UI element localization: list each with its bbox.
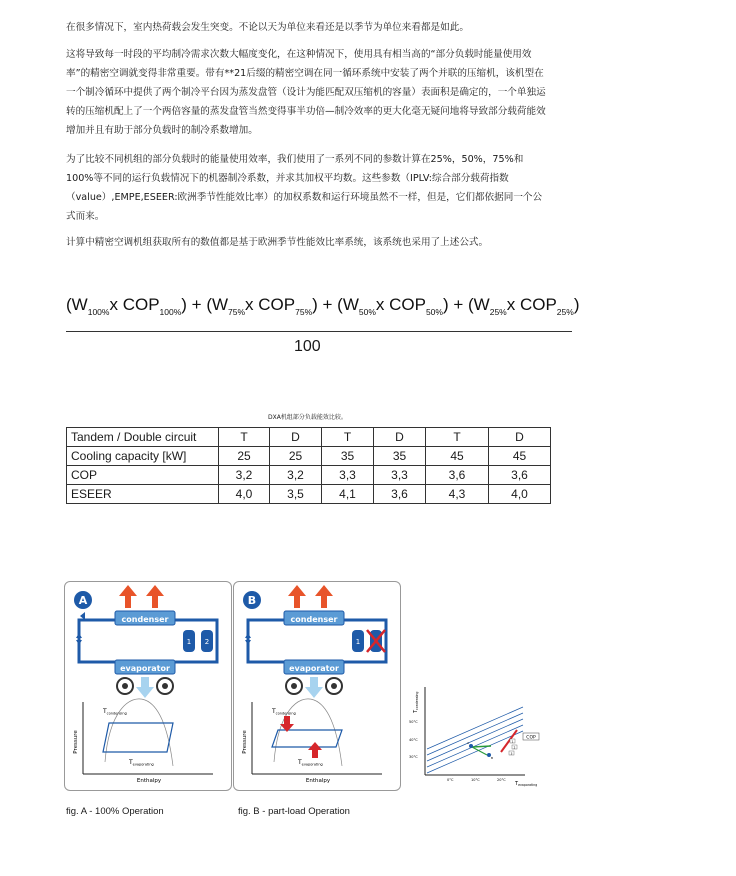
heat-arrow-icon bbox=[119, 585, 137, 608]
part-load-efficiency-table bbox=[66, 427, 551, 504]
x-tick-label: 10°C bbox=[471, 778, 480, 782]
figure-b-caption: fig. B - part-load Operation bbox=[238, 806, 350, 817]
pressure-axis-label: Pressure bbox=[73, 730, 79, 754]
t-evaporating-label: $T_{evaporating}$ bbox=[298, 759, 323, 767]
table-cell: 35 bbox=[374, 447, 426, 466]
eseer-formula-numerator: ($W_{100\%}x$ $COP_{100\%}) + (W_{75\%}x$ $COP_{75\%}) + (W_{50\%}x$ $COP_{50\%}) + (W_{25\%}x$ $COP_{25\%}$) bbox=[66, 295, 580, 317]
enthalpy-axis-label: Enthalpy bbox=[305, 778, 331, 784]
y-tick-label: 40°C bbox=[409, 738, 418, 742]
condenser-label: condenser bbox=[290, 615, 338, 624]
refrigeration-cycle bbox=[103, 723, 173, 752]
t-evaporating-label: $T_{evaporating}$ bbox=[129, 759, 154, 767]
table-cell: Cooling capacity [kW] bbox=[67, 447, 219, 466]
refrigerant-loop bbox=[248, 620, 386, 662]
table-header-cell: T bbox=[426, 428, 489, 447]
table-cell: 4,0 bbox=[489, 485, 551, 504]
table-header-row bbox=[67, 428, 551, 447]
table-cell: 35 bbox=[322, 447, 374, 466]
evaporator-label: evaporator bbox=[120, 664, 170, 673]
table-cell: 3,6 bbox=[489, 466, 551, 485]
formula-denominator: 100 bbox=[294, 338, 321, 355]
cop-line bbox=[427, 725, 523, 767]
y-axis-label: $T_{condensing}$ bbox=[413, 691, 420, 713]
table-cell: ESEER bbox=[67, 485, 219, 504]
compressor-2-label: 2 bbox=[204, 638, 210, 646]
point-label: B bbox=[491, 756, 494, 760]
cop-legend-label: COP bbox=[526, 735, 536, 741]
fraction-line bbox=[66, 331, 572, 332]
figure-a-full-load bbox=[64, 581, 232, 791]
saturation-curve bbox=[105, 699, 173, 766]
table-cell: 3,3 bbox=[374, 466, 426, 485]
table-cell: 3,2 bbox=[270, 466, 322, 485]
t-condensing-label: $T_{condensing}$ bbox=[272, 708, 296, 716]
green-transition-line bbox=[472, 746, 491, 747]
x-tick-label: 0°C bbox=[447, 778, 454, 782]
heat-arrow-icon bbox=[315, 585, 333, 608]
table-header-cell: Tandem / Double circuit bbox=[67, 428, 219, 447]
compressor-1-label: 1 bbox=[355, 638, 361, 646]
refrigeration-cycle bbox=[272, 730, 342, 747]
point-label: 2 bbox=[513, 745, 516, 750]
table-cell: 45 bbox=[426, 447, 489, 466]
y-tick-label: 30°C bbox=[409, 755, 418, 759]
paragraph-1: 在很多情况下，室内热荷载会发生突变。不论以天为单位来看还是以季节为单位来看都是如此。 bbox=[66, 22, 469, 33]
table-cell: 25 bbox=[270, 447, 322, 466]
heat-arrow-icon bbox=[288, 585, 306, 608]
pressure-axis-label: Pressure bbox=[242, 730, 248, 754]
table-cell: 4,1 bbox=[322, 485, 374, 504]
table-cell: 3,5 bbox=[270, 485, 322, 504]
x-axis-label: $T_{evaporating}$ bbox=[515, 781, 538, 788]
condenser-label: condenser bbox=[121, 615, 169, 624]
enthalpy-axis-label: Enthalpy bbox=[136, 778, 162, 784]
cop-temperature-chart bbox=[405, 683, 553, 793]
pressure-up-arrow-icon bbox=[308, 742, 322, 758]
paragraph-2: 这将导致每一时段的平均制冷需求次数大幅度变化，在这种情况下，使用具有相当高的“部分负载时能量使用效率”的精密空调就变得非常重要。带有**21后缀的精密空调在同一循环系统中安装了两个并联的压缩机，该机型在一个制冷循环中提供了两个制冷平台因为蒸发盘管（设计为能匹配双压缩机的容量）表面积是确定的，一个单独运转的压缩机配上了一个两倍容量的蒸发盘管当然变得事半功倍—制冷效率的更大化毫无疑问地将导致部分载荷能效增加并且有助于部分负载时的制冷系数增加。 bbox=[66, 49, 546, 136]
point-a-marker bbox=[469, 744, 473, 748]
table-header-cell: T bbox=[322, 428, 374, 447]
figure-a-badge: A bbox=[78, 594, 88, 607]
figure-b-badge: B bbox=[247, 594, 257, 607]
point-label: 1 bbox=[511, 739, 514, 744]
fan-hub bbox=[331, 683, 337, 689]
table-header-cell: D bbox=[374, 428, 426, 447]
fan-hub bbox=[122, 683, 128, 689]
paragraph-4: 计算中精密空调机组获取所有的数值都是基于欧洲季节性能效比率系统，该系统也采用了上述公式。 bbox=[66, 237, 489, 248]
table-cell: 3,6 bbox=[374, 485, 426, 504]
table-cell: COP bbox=[67, 466, 219, 485]
fan-hub bbox=[162, 683, 168, 689]
compressor-1-label: 1 bbox=[186, 638, 192, 646]
point-label: A bbox=[467, 741, 470, 745]
table-cell: 3,3 bbox=[322, 466, 374, 485]
table-cell: 4,3 bbox=[426, 485, 489, 504]
paragraph-3: 为了比较不同机组的部分负载时的能量使用效率，我们使用了一系列不同的参数计算在25%，50%，75%和100%等不同的运行负载情况下的机器制冷系数，并求其加权平均数。这些参数（IPLV:综合部分载荷指数（value）,EMPE,ESEER:欧洲季节性能效比率）的加权系数和运行环境虽然不一样，但是，它们都依据同一个公式而来。 bbox=[66, 154, 543, 222]
point-label: 3 bbox=[510, 751, 513, 756]
table-cell: 45 bbox=[489, 447, 551, 466]
table-cell: 3,2 bbox=[219, 466, 270, 485]
cool-air-arrow-icon bbox=[305, 677, 323, 698]
table-cell: 3,6 bbox=[426, 466, 489, 485]
x-tick-label: 20°C bbox=[497, 778, 506, 782]
table-cell: 25 bbox=[219, 447, 270, 466]
table-cell: 4,0 bbox=[219, 485, 270, 504]
refrigerant-loop bbox=[79, 620, 217, 662]
green-transition-line bbox=[472, 747, 487, 755]
table-row bbox=[67, 447, 551, 466]
table-header-cell: D bbox=[270, 428, 322, 447]
heat-arrow-icon bbox=[146, 585, 164, 608]
t-condensing-label: $T_{condensing}$ bbox=[103, 708, 127, 716]
table-header-cell: D bbox=[489, 428, 551, 447]
cop-line bbox=[427, 731, 523, 773]
table-caption: DXA机组部分负载能效比较。 bbox=[268, 414, 347, 421]
table-row bbox=[67, 466, 551, 485]
table-header-cell: T bbox=[219, 428, 270, 447]
figure-b-part-load bbox=[233, 581, 401, 791]
y-tick-label: 50°C bbox=[409, 720, 418, 724]
cool-air-arrow-icon bbox=[136, 677, 154, 698]
figure-a-caption: fig. A - 100% Operation bbox=[66, 806, 164, 817]
evaporator-label: evaporator bbox=[289, 664, 339, 673]
fan-hub bbox=[291, 683, 297, 689]
saturation-curve bbox=[274, 699, 342, 766]
table-row bbox=[67, 485, 551, 504]
